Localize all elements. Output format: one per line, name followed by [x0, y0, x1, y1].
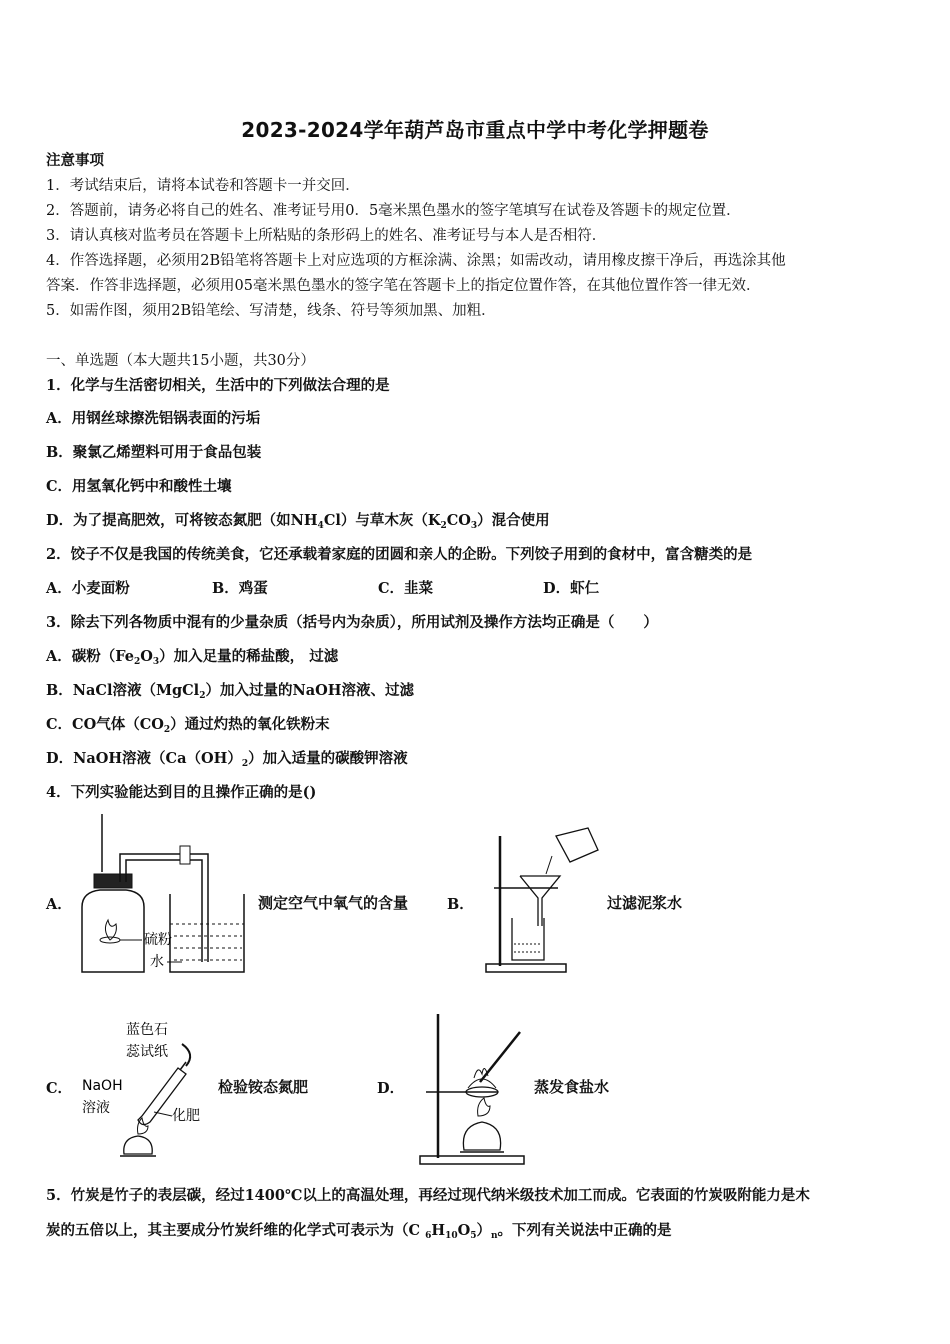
q1-option-b: B．聚氯乙烯塑料可用于食品包装	[46, 444, 262, 461]
filtration-apparatus	[480, 826, 605, 976]
q2-option-c: C．韭菜	[378, 580, 434, 597]
fig-c-fertilizer-label: 化肥	[172, 1108, 200, 1124]
notice-item-2: 2．答题前，请务必将自己的姓名、准考证号用0．5毫米黑色墨水的签字笔填写在试卷及答题卡的规定位置．	[46, 203, 741, 219]
fig-c-paper-label-2: 蕊试纸	[126, 1044, 168, 1060]
q4-option-b-caption: 过滤泥浆水	[607, 894, 683, 912]
notice-heading: 注意事项	[46, 152, 104, 169]
page-title: 2023-2024学年葫芦岛市重点中学中考化学押题卷	[241, 118, 709, 142]
section-heading: 一、单选题（本大题共15小题，共30分）	[46, 353, 315, 369]
evaporation-apparatus	[412, 1010, 532, 1166]
q5-stem-line-2: 炭的五倍以上，其主要成分竹炭纤维的化学式可表示为（C $_6H_{10}O_5)_n$。下列有关说法中正确的是	[46, 1222, 672, 1241]
notice-item-3: 3．请认真核对监考员在答题卡上所粘贴的条形码上的姓名、准考证号与本人是否相符．	[46, 228, 607, 244]
q5-stem-line-1: 5．竹炭是竹子的表层碳，经过1400℃以上的高温处理，再经过现代纳米级技术加工而成。它表面的竹炭吸附能力是木	[46, 1187, 810, 1204]
q3-option-a: A．碳粉$(Fe_2O_3)$加入足量的稀盐酸， 过滤	[46, 648, 339, 667]
notice-item-5: 5．如需作图，须用2B铅笔绘、写清楚，线条、符号等须加黑、加粗．	[46, 303, 496, 319]
q4-option-c-caption: 检验铵态氮肥	[218, 1078, 309, 1096]
q1-option-a: A．用钢丝球擦洗铝锅表面的污垢	[46, 410, 261, 427]
fig-a-sulfur-label: 硫粉	[144, 932, 172, 948]
q2-option-b: B．鸡蛋	[212, 580, 268, 597]
fig-c-paper-label-1: 蓝色石	[126, 1022, 168, 1038]
q4-option-d-caption: 蒸发食盐水	[534, 1078, 610, 1096]
q4-option-c-label: C．	[46, 1080, 73, 1097]
q4-option-d-label: D．	[377, 1080, 405, 1097]
fig-c-naoh-label-1: NaOH	[82, 1078, 123, 1094]
q1-option-c: C．用氢氧化钙中和酸性土壤	[46, 478, 232, 495]
q1-option-d: D．为了提高肥效，可将铵态氮肥（如$NH_4Cl$）与草木灰$(K_2CO_3)$混合使用	[46, 512, 550, 531]
q1-stem: 1．化学与生活密切相关，生活中的下列做法合理的是	[46, 377, 390, 394]
q4-stem: 4．下列实验能达到目的且操作正确的是()	[46, 784, 317, 801]
notice-item-4: 4．作答选择题，必须用2B铅笔将答题卡上对应选项的方框涂满、涂黑；如需改动，请用橡皮擦干净后，再选涂其他	[46, 253, 786, 269]
q3-stem: 3．除去下列各物质中混有的少量杂质（括号内为杂质），所用试剂及操作方法均正确是（ ）	[46, 614, 658, 631]
fig-a-water-label: 水	[150, 954, 164, 970]
fig-c-naoh-label-2: 溶液	[82, 1100, 110, 1116]
q2-option-d: D．虾仁	[543, 580, 600, 597]
q3-option-c: C．CO气体$(CO_2)$通过灼热的氧化铁粉末	[46, 716, 330, 735]
notice-item-4-cont: 答案．作答非选择题，必须用05毫米黑色墨水的签字笔在答题卡上的指定位置作答，在其他位置作答一律无效．	[46, 278, 761, 294]
ammonium-test-apparatus	[80, 1016, 215, 1161]
q3-option-d: D．NaOH溶液$(Ca(OH)_2)$加入适量的碳酸钾溶液	[46, 750, 408, 769]
oxygen-content-apparatus	[72, 812, 252, 977]
q3-option-b: B．NaCl溶液（MgCl$_2$）加入过量的NaOH溶液、过滤	[46, 682, 414, 701]
q2-option-a: A．小麦面粉	[46, 580, 130, 597]
q2-stem: 2．饺子不仅是我国的传统美食，它还承载着家庭的团圆和亲人的企盼。下列饺子用到的食材中，富含糖类的是	[46, 546, 753, 563]
notice-item-1: 1．考试结束后，请将本试卷和答题卡一并交回．	[46, 178, 360, 194]
q4-option-a-caption: 测定空气中氧气的含量	[258, 894, 409, 912]
q4-option-b-label: B．	[447, 896, 474, 913]
q4-option-a-label: A．	[46, 896, 72, 913]
